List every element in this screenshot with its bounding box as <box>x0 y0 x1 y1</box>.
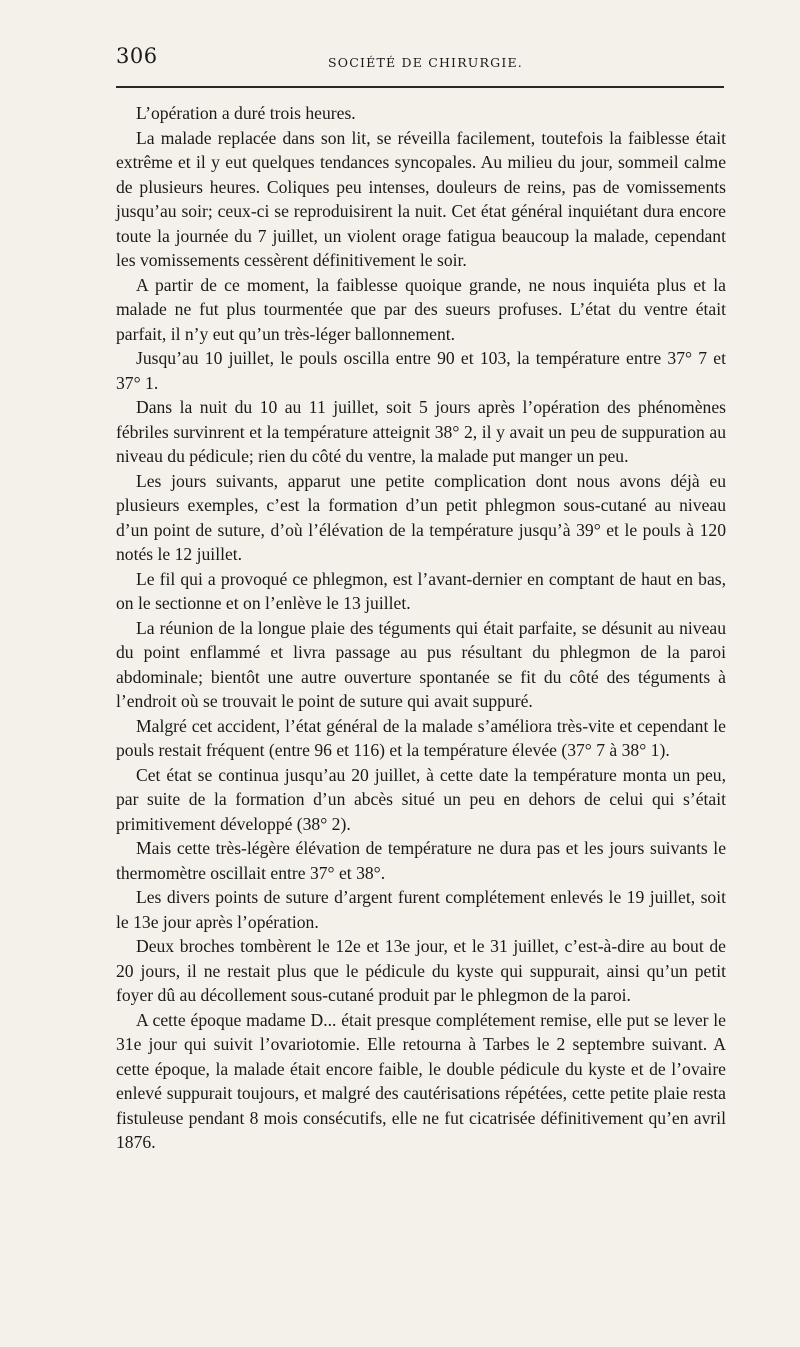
paragraph: Dans la nuit du 10 au 11 juillet, soit 5 jours après l’opération des phénomènes fébriles survinrent et la température atteignit 38° 2, il y avait un peu de suppuration au niveau du pédicule; rien du côté du ventre, la malade put manger un peu. <box>116 397 726 466</box>
paragraph: A cette époque madame D... était presque complétement remise, elle put se lever le 31e jour qui suivit l’ovariotomie. Elle retourna à Tarbes le 2 septembre suivant. A cette époque, la malade était encore faible, le double pédicule du kyste et de l’ovaire enlevé suppurait toujours, et malgré des cautérisations répétées, cette petite plaie resta fistuleuse pendant 8 mois consécutifs, elle ne fut cicatrisée définitivement qu’en avril 1876. <box>116 1009 726 1152</box>
page-number: 306 <box>116 44 158 68</box>
paragraph: Deux broches tombèrent le 12e et 13e jour, et le 31 juillet, c’est-à-dire au bout de 20 jours, il ne restait plus que le pédicule du kyste qui suppurait, ainsi qu’un petit foyer dû au décollement sous-cutané produit par le phlegmon de la paroi. <box>116 936 726 1005</box>
paragraph: Les divers points de suture d’argent furent complétement enlevés le 19 juillet, soit le 13e jour après l’opération. <box>116 887 726 932</box>
paragraph: Les jours suivants, apparut une petite complication dont nous avons déjà eu plusieurs exemples, c’est la formation d’un petit phlegmon sous-cutané au niveau d’un point de suture, d’où l’élévation de la température jusqu’à 39° et le pouls à 120 notés le 12 juillet. <box>116 470 726 564</box>
paragraph: L’opération a duré trois heures. <box>136 103 356 123</box>
paragraph: A partir de ce moment, la faiblesse quoique grande, ne nous inquiéta plus et la malade ne fut plus tourmentée que par des sueurs profuses. L’état du ventre était parfait, il n’y eut qu’un très-léger ballonnement. <box>116 274 726 344</box>
paragraph: Le fil qui a provoqué ce phlegmon, est l’avant-dernier en comptant de haut en bas, on le sectionne et on l’enlève le 13 juillet. <box>116 568 726 613</box>
body-text <box>116 101 726 1155</box>
paragraph: Malgré cet accident, l’état général de la malade s’améliora très-vite et cependant le pouls restait fréquent (entre 96 et 116) et la température élevée (37° 7 à 38° 1). <box>116 715 726 760</box>
paragraph: La réunion de la longue plaie des téguments qui était parfaite, se désunit au niveau du point enflammé et livra passage au pus résultant du phlegmon de la paroi abdominale; bientôt une autre ouverture spontanée se fit du côté des téguments à l’endroit où se trouvait le point de suture qui avait suppuré. <box>116 617 726 711</box>
running-head: SOCIÉTÉ DE CHIRURGIE. <box>328 55 523 70</box>
paragraph: Jusqu’au 10 juillet, le pouls oscilla entre 90 et 103, la température entre 37° 7 et 37° 1. <box>116 348 726 393</box>
paragraph: Mais cette très-légère élévation de température ne dura pas et les jours suivants le thermomètre oscillait entre 37° et 38°. <box>116 838 726 883</box>
paragraph: La malade replacée dans son lit, se réveilla facilement, toutefois la faiblesse était extrême et il y eut quelques tendances syncopales. Au milieu du jour, sommeil calme de plusieurs heures. Coliques peu intenses, douleurs de reins, pas de vomissements jusqu’au soir; ceux-ci se reproduisirent la nuit. Cet état général inquiétant dura encore toute la journée du 7 juillet, un violent orage fatigua beaucoup la malade, cependant les vomissements cessèrent définitivement le soir. <box>116 127 726 270</box>
page-header <box>116 44 724 78</box>
header-rule <box>116 86 724 88</box>
paragraph: Cet état se continua jusqu’au 20 juillet, à cette date la température monta un peu, par suite de la formation d’un abcès situé un peu en dehors de celui qui s’était primitivement développé (38° 2). <box>116 764 726 834</box>
